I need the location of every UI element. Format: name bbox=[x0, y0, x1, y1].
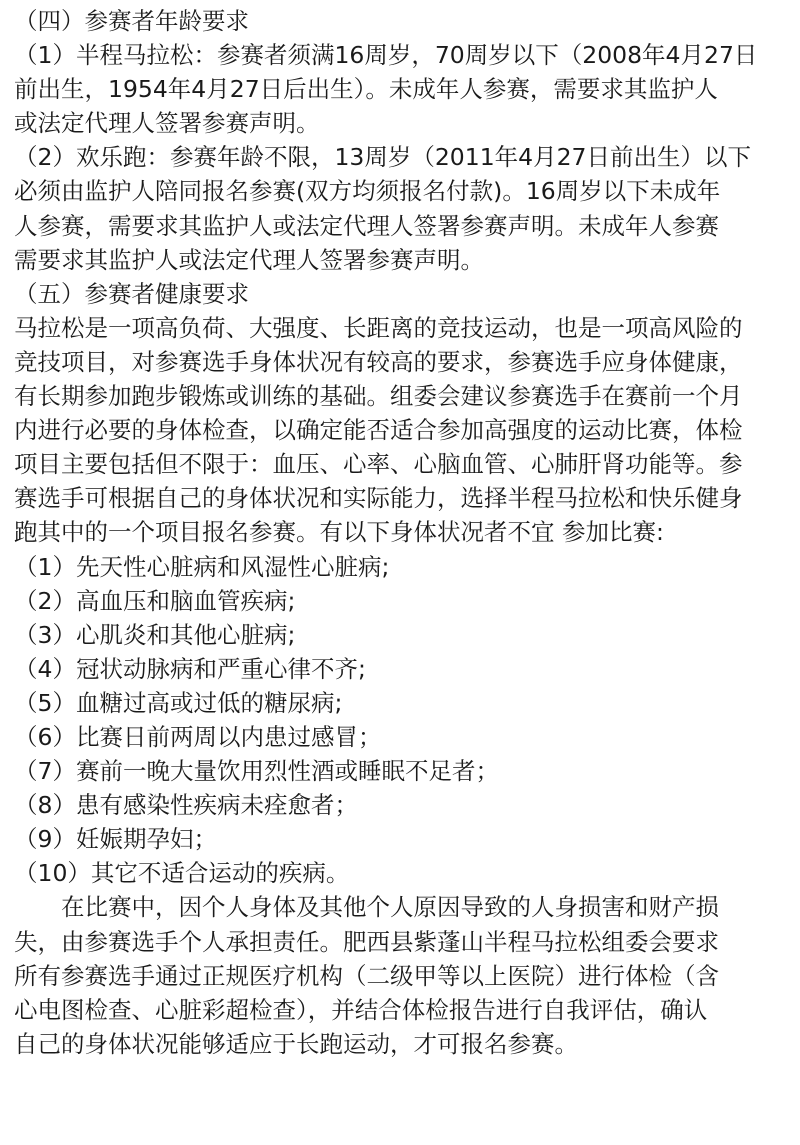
age-rule-line: （2）欢乐跑：参赛年龄不限，13周岁（2011年4月27日前出生）以下 bbox=[14, 143, 752, 172]
health-paragraph-line: 内进行必要的身体检查，以确定能否适合参加高强度的运动比赛，体检 bbox=[14, 416, 743, 445]
age-rule-line: 需要求其监护人或法定代理人签署参赛声明。 bbox=[14, 245, 484, 274]
closing-paragraph-line: 心电图检查、心脏彩超检查），并结合体检报告进行自我评估，确认 bbox=[14, 995, 708, 1024]
health-paragraph-line: 赛选手可根据自己的身体状况和实际能力，选择半程马拉松和快乐健身 bbox=[14, 484, 743, 513]
health-paragraph-line: 跑其中的一个项目报名参赛。有以下身体状况者不宜 参加比赛: bbox=[14, 518, 664, 547]
condition-item: （9）妊娠期孕妇； bbox=[14, 825, 217, 854]
closing-paragraph-line: 所有参赛选手通过正规医疗机构（二级甲等以上医院）进行体检（含 bbox=[14, 961, 719, 990]
condition-item: （6）比赛日前两周以内患过感冒； bbox=[14, 722, 382, 751]
age-rule-line: 必须由监护人陪同报名参赛(双方均须报名付款)。16周岁以下未成年 bbox=[14, 177, 721, 206]
health-paragraph-line: 竞技项目，对参赛选手身体状况有较高的要求，参赛选手应身体健康， bbox=[14, 347, 743, 376]
section-age-heading: （四）参赛者年龄要求 bbox=[14, 7, 249, 35]
condition-item: （10）其它不适合运动的疾病。 bbox=[14, 859, 350, 888]
age-rule-line: （1）半程马拉松：参赛者须满16周岁，70周岁以下（2008年4月27日 bbox=[14, 41, 758, 70]
closing-paragraph-line: 在比赛中，因个人身体及其他个人原因导致的人身损害和财产损 bbox=[61, 893, 719, 922]
age-rule-line: 前出生，1954年4月27日后出生）。未成年人参赛，需要求其监护人 bbox=[14, 75, 718, 104]
condition-item: （1）先天性心脏病和风湿性心脏病; bbox=[14, 552, 390, 581]
section-health-heading: （五）参赛者健康要求 bbox=[14, 279, 249, 308]
closing-paragraph-line: 失，由参赛选手个人承担责任。肥西县紫蓬山半程马拉松组委会要求 bbox=[14, 927, 719, 956]
condition-item: （5）血糖过高或过低的糖尿病; bbox=[14, 688, 343, 717]
health-paragraph-line: 项目主要包括但不限于：血压、心率、心脑血管、心肺肝肾功能等。参 bbox=[14, 450, 743, 479]
health-paragraph-line: 马拉松是一项高负荷、大强度、长距离的竞技运动，也是一项高风险的 bbox=[14, 313, 743, 342]
health-paragraph-line: 有长期参加跑步锻炼或训练的基础。组委会建议参赛选手在赛前一个月 bbox=[14, 382, 743, 411]
condition-item: （3）心肌炎和其他心脏病; bbox=[14, 620, 296, 649]
condition-item: （2）高血压和脑血管疾病; bbox=[14, 586, 296, 615]
age-rule-line: 人参赛，需要求其监护人或法定代理人签署参赛声明。未成年人参赛 bbox=[14, 211, 719, 240]
condition-item: （7）赛前一晚大量饮用烈性酒或睡眠不足者； bbox=[14, 757, 499, 786]
condition-item: （4）冠状动脉病和严重心律不齐; bbox=[14, 654, 366, 683]
condition-item: （8）患有感染性疾病未痊愈者； bbox=[14, 791, 358, 820]
closing-paragraph-line: 自己的身体状况能够适应于长跑运动，才可报名参赛。 bbox=[14, 1029, 578, 1058]
age-rule-line: 或法定代理人签署参赛声明。 bbox=[14, 109, 320, 138]
